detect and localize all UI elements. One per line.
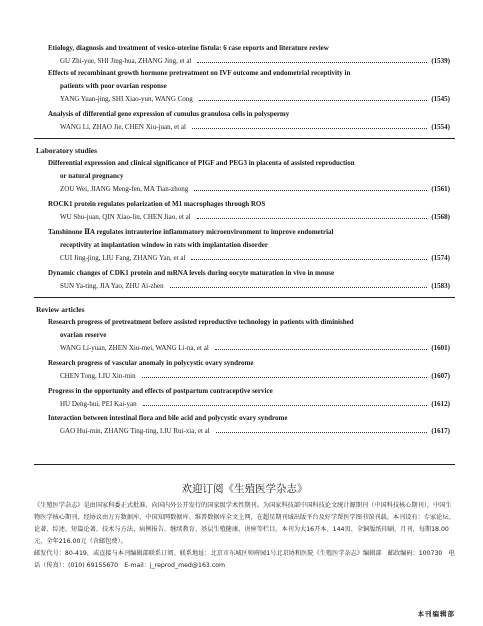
article-title: Research progress of vascular anomaly in polycystic ovary syndrome — [48, 359, 254, 367]
article-title: Etiology, diagnosis and treatment of vesico-uterine fistula: 6 case reports and literature review — [48, 44, 329, 52]
article-authors: WANG Li-yuan, ZHEN Xiu-mei, WANG Li-na, et al — [60, 344, 209, 352]
leader-dots — [215, 348, 428, 350]
article-authors: WANG Li, ZHAO Jie, CHEN Xiu-juan, et al — [60, 123, 186, 131]
article-authors: HU Deng-hui, PEI Kai-yan — [60, 400, 137, 408]
toc-entry[interactable] — [48, 318, 450, 352]
editorial-footer-tag: 本刊编辑部 — [417, 610, 455, 618]
subscription-heading: 欢迎订阅《生殖医学杂志》 — [181, 483, 308, 495]
toc-entry[interactable] — [48, 44, 450, 65]
article-authors: ZOU Wei, JIANG Meng-fen, MA Tian-zhong — [60, 185, 189, 193]
toc-entry[interactable] — [48, 228, 450, 262]
divider — [34, 138, 455, 139]
toc-entry[interactable] — [48, 159, 450, 193]
article-page-number: (1617) — [431, 427, 450, 435]
article-page-number: (1568) — [431, 213, 450, 221]
article-page-number: (1583) — [431, 282, 450, 290]
leader-dots — [191, 258, 427, 260]
subscription-notice — [34, 481, 455, 572]
leader-dots — [142, 376, 428, 378]
article-page-number: (1539) — [431, 57, 450, 65]
leader-dots — [197, 61, 427, 63]
subscription-contact: 邮发代号：80-419，或直接与本刊编辑部联系订阅。联系地址：北京市东城区帅府园1号北京协和医院《生殖医学杂志》编辑部 邮政编码：100730 电话（传真）：(010) 69155670 E-mail：j_reprod_med@163.com — [34, 550, 455, 569]
subscription-body: 《生殖医学杂志》是由国家科委正式批准、向国内外公开发行的国家级学术性期刊。为国家科技部中国科技论文统计源期刊（中国科技核心期刊），中国生物医学核心期刊，经协议由万方数据库、中国知网数据库、维普数据库全文上网，在超星期刊域出版平台及好学帮医学图书馆刊载。本刊设有：专家论坛、论著、综述、短篇论著、技术与方法、病例报告、继续教育、基层生殖健康、讲座等栏目。本刊为大16开本、144页、全铜版纸印刷，月刊，每期18.00元，全年216.00元（含邮包费）。 — [34, 502, 455, 545]
toc-entry[interactable] — [48, 269, 450, 290]
toc-entry[interactable] — [48, 69, 450, 103]
article-page-number: (1612) — [431, 400, 450, 408]
article-page-number: (1601) — [431, 344, 450, 352]
article-title-continued: receptivity at implantation window in rats with implantation disorder — [60, 241, 268, 249]
article-title: Interaction between intestinal flora and bile acid and polycystic ovary syndrome — [48, 414, 288, 422]
section-heading: Review articles — [36, 305, 85, 314]
article-page-number: (1554) — [431, 123, 450, 131]
article-title: Tanshinone ⅡA regulates intrauterine inflammatory microenvironment to improve endometrial — [48, 228, 334, 236]
article-page-number: (1561) — [431, 185, 450, 193]
leader-dots — [194, 189, 427, 191]
toc-entry[interactable] — [48, 359, 450, 380]
leader-dots — [199, 99, 428, 101]
article-authors: CUI Jing-jing, LIU Fang, ZHANG Yan, et al — [60, 254, 186, 262]
article-title: ROCK1 protein regulates polarization of M1 macrophages through ROS — [48, 200, 266, 208]
leader-dots — [197, 217, 428, 219]
article-title: Research progress of pretreatment before assisted reproductive technology in patients with diminished — [48, 318, 354, 326]
article-authors: GU Zhi-yue, SHI Jing-hua, ZHANG Jing, et al — [60, 57, 192, 65]
toc-entry[interactable] — [48, 387, 450, 408]
article-title: Effects of recombinant growth hormone pretreatment on IVF outcome and endometrial receptivity in — [48, 69, 351, 77]
article-title-continued: ovarian reserve — [60, 331, 107, 339]
article-authors: WU Shu-juan, QIN Xiao-lin, CHEN Jiao, et al — [60, 213, 191, 221]
article-title-continued: or natural pregnancy — [60, 172, 124, 180]
section-heading: Laboratory studies — [36, 146, 98, 155]
toc-entry[interactable] — [48, 200, 450, 221]
article-authors: YANG Yuan-jing, SHI Xiao-yun, WANG Cong — [60, 95, 193, 103]
article-authors: CHEN Tong, LIU Xin-min — [60, 372, 136, 380]
article-page-number: (1607) — [431, 372, 450, 380]
leader-dots — [170, 286, 428, 288]
article-authors: GAO Hui-min, ZHANG Ting-ting, LIU Rui-xia, et al — [60, 427, 210, 435]
article-authors: SUN Ya-ting, JIA Yao, ZHU Ai-zhen — [60, 282, 164, 290]
article-page-number: (1545) — [431, 95, 450, 103]
divider — [34, 464, 455, 465]
article-title-continued: patients with poor ovarian response — [60, 82, 167, 90]
divider — [34, 297, 455, 298]
toc-entry[interactable] — [48, 414, 450, 435]
leader-dots — [192, 127, 427, 129]
article-title: Progress in the opportunity and effects of postpartum contraceptive service — [48, 387, 273, 395]
leader-dots — [216, 431, 428, 433]
article-title: Differential expression and clinical significance of PIGF and PEG3 in placenta of assisted reproduction — [48, 159, 355, 167]
toc-entry[interactable] — [48, 110, 450, 131]
article-title: Dynamic changes of CDK1 protein and mRNA levels during oocyte maturation in vivo in mouse — [48, 269, 335, 277]
article-title: Analysis of differential gene expression of cumulus granulosa cells in polyspermy — [48, 110, 290, 118]
leader-dots — [143, 404, 428, 406]
article-page-number: (1574) — [431, 254, 450, 262]
